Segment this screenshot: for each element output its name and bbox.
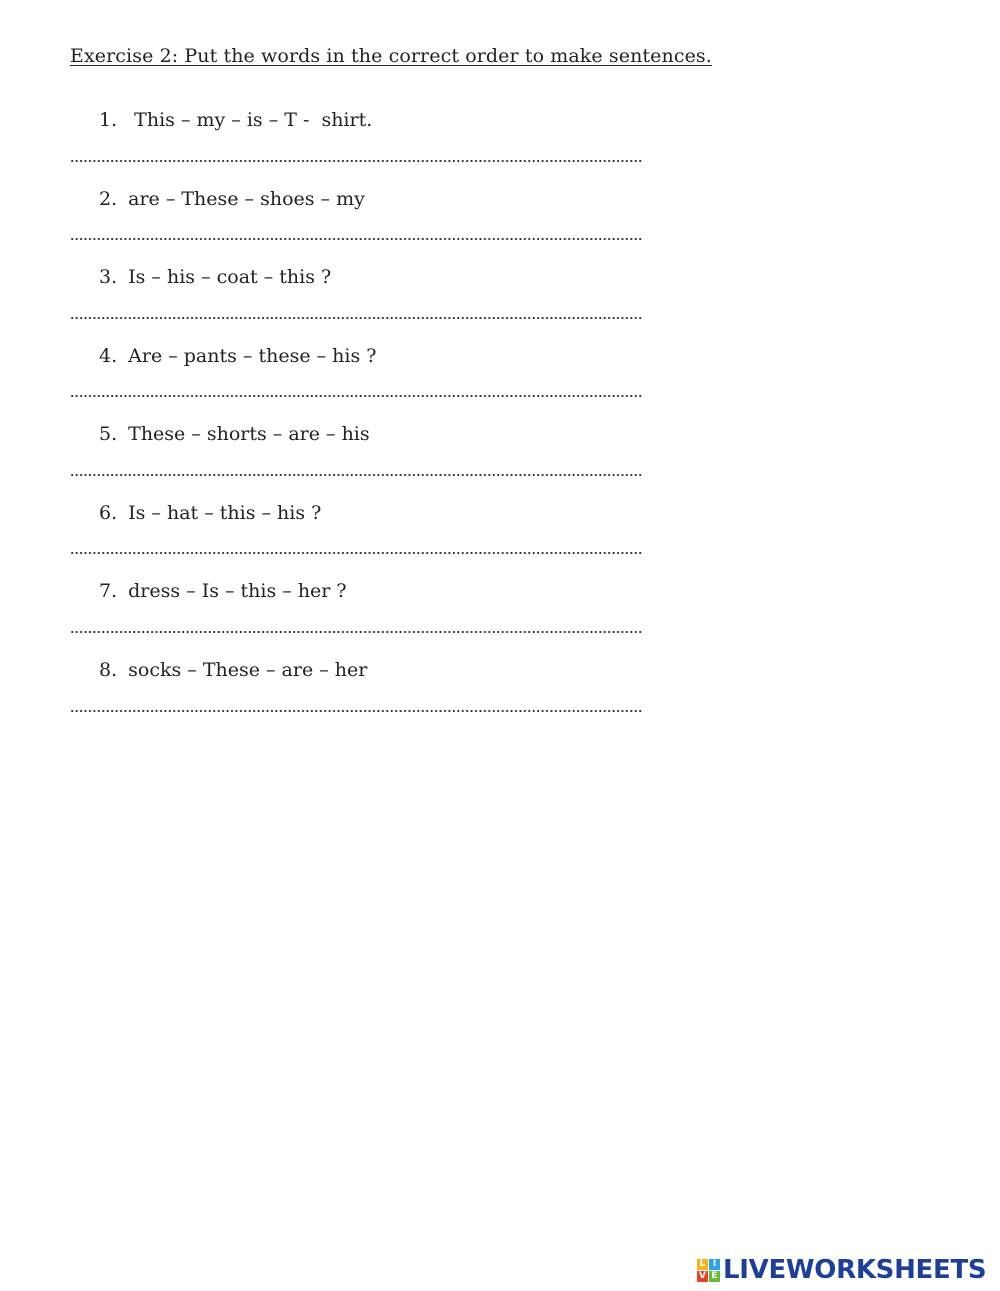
item-number: 2.: [99, 188, 118, 210]
item-number: 7.: [99, 580, 118, 602]
list-item: [0, 264, 1000, 344]
item-prompt: [99, 421, 370, 447]
list-item: [0, 343, 1000, 423]
item-number: 5.: [99, 423, 118, 445]
list-item: [0, 657, 1000, 737]
answer-line[interactable]: [70, 395, 643, 397]
answer-line[interactable]: [70, 552, 643, 554]
exercise-title: Exercise 2: Put the words in the correct order to make sentences.: [70, 45, 712, 67]
list-item: [0, 578, 1000, 658]
item-words: are – These – shoes – my: [128, 188, 365, 210]
item-prompt: [99, 578, 347, 604]
item-words: Is – his – coat – this ?: [128, 266, 332, 288]
item-words: socks – These – are – her: [128, 659, 368, 681]
answer-line[interactable]: [70, 160, 643, 162]
item-number: 4.: [99, 345, 118, 367]
answer-line[interactable]: [70, 317, 643, 319]
list-item: [0, 500, 1000, 580]
list-item: [0, 421, 1000, 501]
item-prompt: [99, 264, 331, 290]
item-number: 6.: [99, 502, 118, 524]
item-words: These – shorts – are – his: [128, 423, 370, 445]
answer-line[interactable]: [70, 238, 643, 240]
item-prompt: [99, 657, 367, 683]
list-item: [0, 186, 1000, 266]
logo-wordmark: LIVEWORKSHEETS: [723, 1255, 987, 1285]
logo-badge-icon: [697, 1259, 720, 1282]
liveworksheets-logo: [697, 1255, 986, 1285]
item-prompt: [99, 186, 365, 212]
answer-line[interactable]: [70, 474, 643, 476]
answer-line[interactable]: [70, 631, 643, 633]
item-words: Are – pants – these – his ?: [128, 345, 377, 367]
logo-letter: E: [709, 1271, 720, 1282]
item-prompt: [99, 500, 321, 526]
list-item: [0, 107, 1000, 187]
item-prompt: [99, 107, 372, 133]
item-number: 3.: [99, 266, 118, 288]
item-number: 1.: [99, 109, 118, 131]
logo-letter: I: [709, 1259, 720, 1270]
item-prompt: [99, 343, 376, 369]
logo-letter: V: [697, 1271, 708, 1282]
logo-letter: L: [697, 1259, 708, 1270]
item-words: Is – hat – this – his ?: [128, 502, 322, 524]
item-words: dress – Is – this – her ?: [128, 580, 347, 602]
answer-line[interactable]: [70, 710, 643, 712]
item-number: 8.: [99, 659, 118, 681]
item-words: This – my – is – T - shirt.: [128, 109, 373, 131]
